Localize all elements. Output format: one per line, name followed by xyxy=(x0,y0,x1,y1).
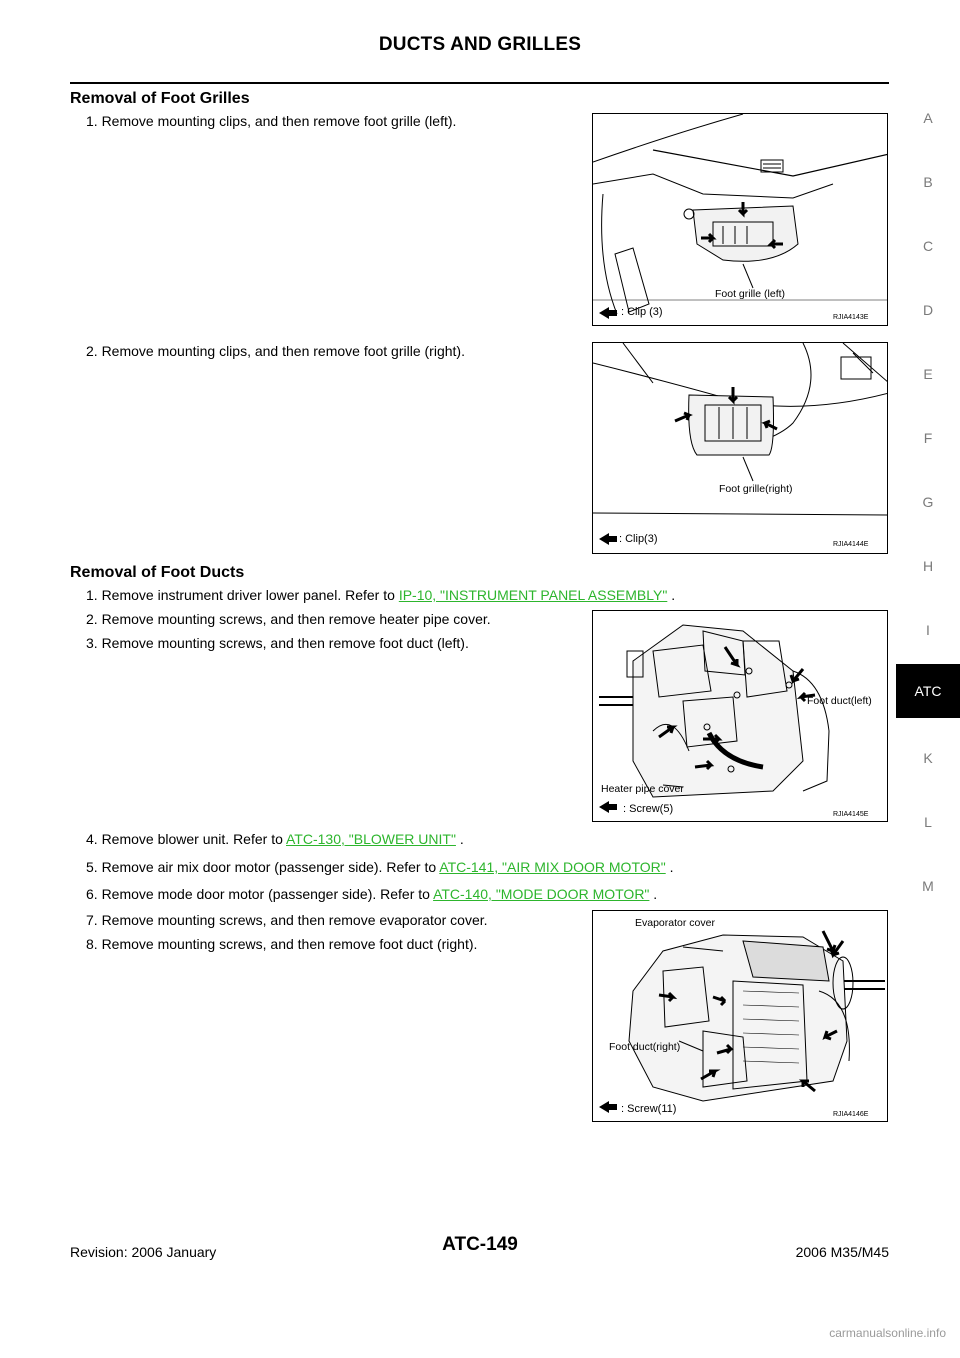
figure-foot-grille-right xyxy=(592,342,888,554)
link-atc-141-air-mix-door-motor[interactable]: ATC-141, "AIR MIX DOOR MOTOR" xyxy=(439,859,666,875)
step-remove-air-mix-door-motor xyxy=(86,858,674,876)
step-remove-heater-pipe-cover: 2. Remove mounting screws, and then remove heater pipe cover. xyxy=(86,611,491,627)
step-text: 4. Remove blower unit. Refer to xyxy=(86,831,286,847)
legend-screw-count: : Screw(11) xyxy=(621,1103,677,1115)
foot-grille-right-illustration xyxy=(593,343,888,554)
figure-code: RJIA4143E xyxy=(833,314,869,321)
section-heading-foot-ducts: Removal of Foot Ducts xyxy=(70,564,245,581)
foot-duct-right-illustration xyxy=(593,911,888,1122)
page-number: ATC-149 xyxy=(442,1234,518,1255)
figure-code: RJIA4145E xyxy=(833,811,869,818)
step-remove-evaporator-cover: 7. Remove mounting screws, and then remove evaporator cover. xyxy=(86,912,488,928)
step-remove-blower-unit xyxy=(86,830,464,848)
legend-screw-count: : Screw(5) xyxy=(623,803,674,815)
label-foot-duct-right: Foot duct(right) xyxy=(609,1041,681,1053)
figure-foot-grille-left xyxy=(592,113,888,326)
title-rule xyxy=(70,82,889,84)
step-text: 6. Remove mode door motor (passenger side). Refer to xyxy=(86,886,434,902)
revision-date: Revision: 2006 January xyxy=(70,1244,217,1260)
index-letter-h[interactable]: H xyxy=(922,558,934,574)
index-letter-b[interactable]: B xyxy=(923,174,933,190)
step-text-end: . xyxy=(667,587,676,603)
index-letter-i[interactable]: I xyxy=(926,622,930,638)
figure-foot-duct-left xyxy=(592,610,888,822)
link-atc-140-mode-door-motor[interactable]: ATC-140, "MODE DOOR MOTOR" xyxy=(433,886,650,902)
label-foot-grille-right: Foot grille(right) xyxy=(719,483,793,495)
index-letter-c[interactable]: C xyxy=(922,238,934,254)
label-foot-grille-left: Foot grille (left) xyxy=(715,288,786,300)
step-text: 1. Remove instrument driver lower panel. Refer to xyxy=(86,587,399,603)
section-heading-foot-grilles: Removal of Foot Grilles xyxy=(70,90,250,107)
index-letter-g[interactable]: G xyxy=(922,494,934,510)
index-letter-m[interactable]: M xyxy=(922,878,934,894)
index-letter-d[interactable]: D xyxy=(922,302,934,318)
legend-clip-count: : Clip (3) xyxy=(621,306,663,318)
label-foot-duct-left: Foot duct(left) xyxy=(807,695,872,707)
step-remove-foot-grille-left: 1. Remove mounting clips, and then remove foot grille (left). xyxy=(86,113,457,129)
step-text-end: . xyxy=(665,859,674,875)
link-ip-10-instrument-panel[interactable]: IP-10, "INSTRUMENT PANEL ASSEMBLY" xyxy=(398,587,668,603)
step-text-end: . xyxy=(455,831,464,847)
step-remove-mode-door-motor xyxy=(86,885,657,903)
step-remove-foot-duct-right: 8. Remove mounting screws, and then remove foot duct (right). xyxy=(86,936,478,952)
step-text-end: . xyxy=(649,886,658,902)
figure-code: RJIA4144E xyxy=(833,541,869,548)
page-title: DUCTS AND GRILLES xyxy=(378,34,582,55)
index-letter-a[interactable]: A xyxy=(923,110,933,126)
index-tab-atc-active[interactable]: ATC xyxy=(896,664,960,718)
index-letter-k[interactable]: K xyxy=(923,750,933,766)
step-remove-lower-panel xyxy=(86,586,675,604)
index-letter-f[interactable]: F xyxy=(923,430,933,446)
index-letter-e[interactable]: E xyxy=(923,366,933,382)
step-remove-foot-duct-left: 3. Remove mounting screws, and then remove foot duct (left). xyxy=(86,635,469,651)
link-atc-130-blower-unit[interactable]: ATC-130, "BLOWER UNIT" xyxy=(286,831,456,847)
legend-clip-count: : Clip(3) xyxy=(619,533,658,545)
watermark: carmanualsonline.info xyxy=(829,1326,946,1340)
step-remove-foot-grille-right: 2. Remove mounting clips, and then remove foot grille (right). xyxy=(86,343,465,359)
step-text: 5. Remove air mix door motor (passenger side). Refer to xyxy=(86,859,440,875)
figure-foot-duct-right xyxy=(592,910,888,1122)
figure-code: RJIA4146E xyxy=(833,1111,869,1118)
model-year: 2006 M35/M45 xyxy=(795,1244,889,1260)
label-evaporator-cover: Evaporator cover xyxy=(635,917,715,929)
index-letter-l[interactable]: L xyxy=(924,814,932,830)
label-heater-pipe-cover: Heater pipe cover xyxy=(601,783,684,795)
